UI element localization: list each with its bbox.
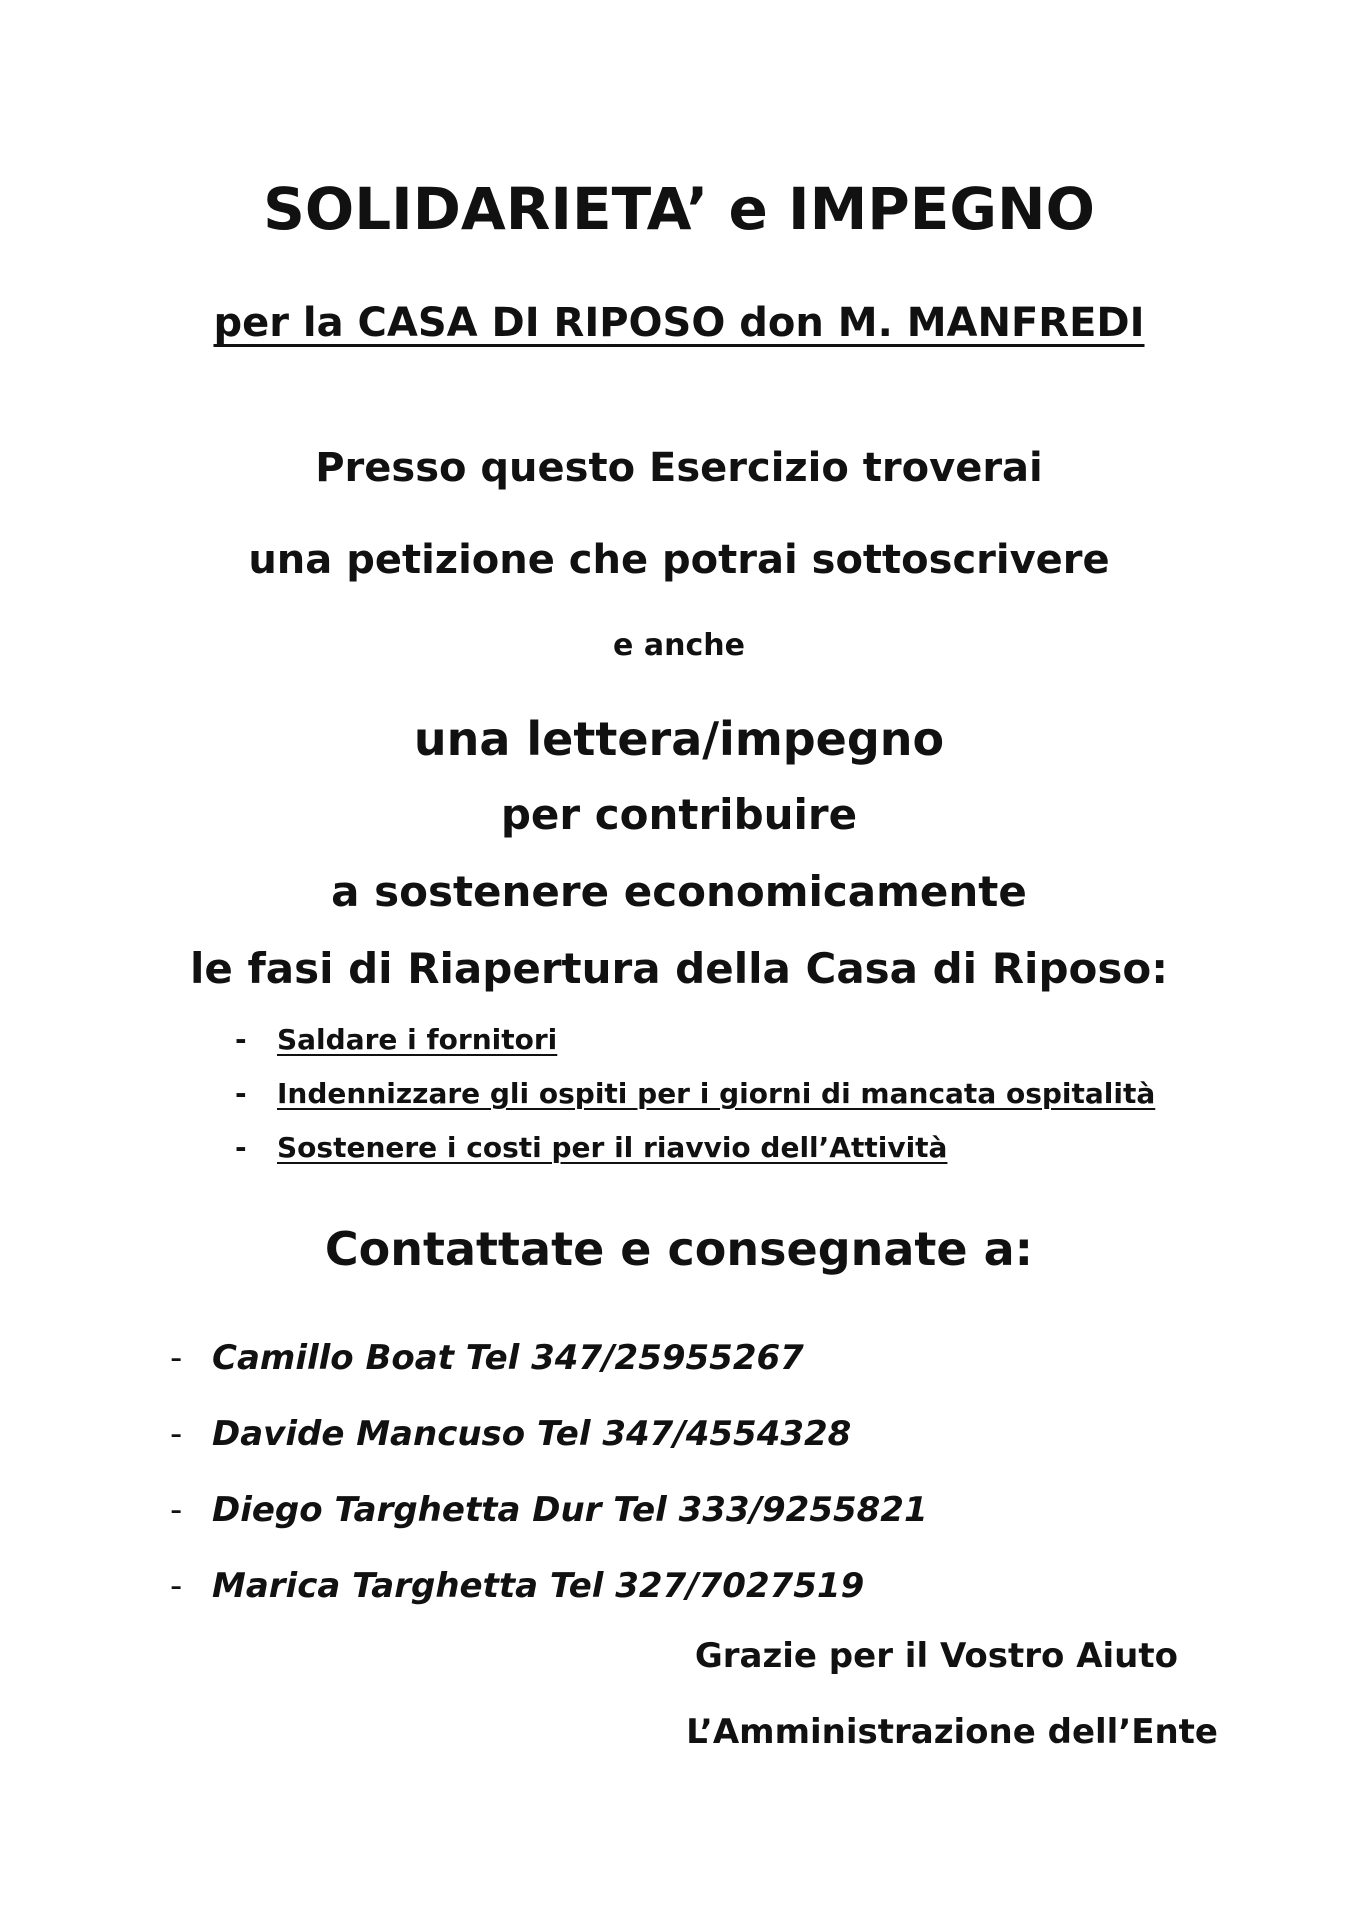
contact-item [170,1396,928,1472]
list-item [235,1066,1155,1120]
bullet-list [235,1012,1155,1174]
subtitle [0,300,1358,346]
list-item [235,1012,1155,1066]
subtitle-text: per la CASA DI RIPOSO don M. MANFREDI [213,300,1145,346]
bullet-text: Sostenere i costi per il riavvio dell’Attività [277,1130,948,1164]
body-line-3: e anche [613,628,745,663]
contact-dash: - [170,1414,183,1454]
contact-item [170,1548,928,1624]
body-line-1: Presso questo Esercizio troverai [315,445,1043,491]
contact-dash: - [170,1490,183,1530]
body-line-5: per contribuire [500,790,858,839]
thanks-line: Grazie per il Vostro Aiuto [694,1636,1178,1676]
body-line-7: le fasi di Riapertura della Casa di Riposo: [189,944,1169,993]
contact-text: Marica Targhetta Tel 327/7027519 [212,1566,865,1606]
bullet-text: Saldare i fornitori [277,1022,558,1056]
contact-dash: - [170,1338,183,1378]
contact-item [170,1472,928,1548]
body-line-6: a sostenere economicamente [331,867,1027,916]
contact-title: Contattate e consegnate a: [324,1222,1034,1276]
body-line-4: una lettera/impegno [413,712,945,766]
bullet-text: Indennizzare gli ospiti per i giorni di mancata ospitalità [277,1076,1156,1110]
contact-text: Diego Targhetta Dur Tel 333/9255821 [212,1490,928,1530]
bullet-dash: - [235,1076,247,1110]
bullet-dash: - [235,1130,247,1164]
page-title: SOLIDARIETA’ e IMPEGNO [263,175,1095,243]
contact-item [170,1320,928,1396]
bullet-dash: - [235,1022,247,1056]
body-line-2: una petizione che potrai sottoscrivere [248,537,1110,583]
signature-line: L’Amministrazione dell’Ente [686,1712,1218,1752]
contact-list [170,1320,928,1624]
contact-text: Davide Mancuso Tel 347/4554328 [212,1414,852,1454]
contact-dash: - [170,1566,183,1606]
contact-text: Camillo Boat Tel 347/25955267 [212,1338,804,1378]
list-item [235,1120,1155,1174]
